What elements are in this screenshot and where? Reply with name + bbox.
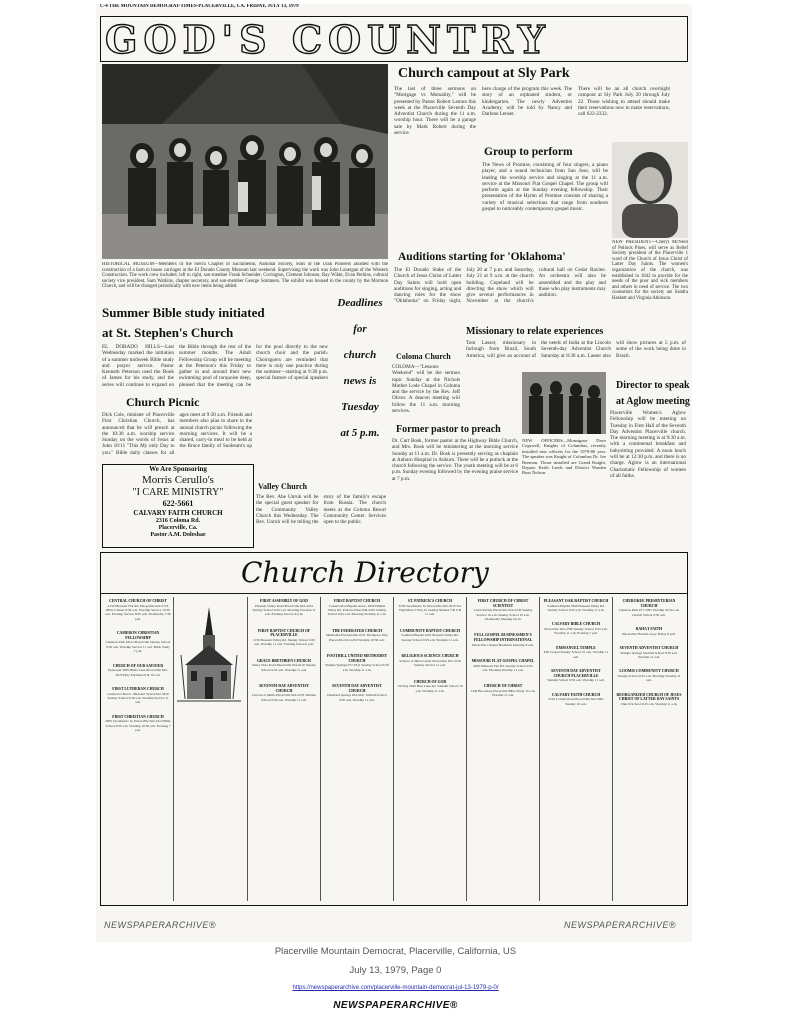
dir-entry-details: Pleasant Valley Road Placerville 622-4474 Sunday School 9:45 a.m. Morning Worship 11 a.m. Evening Service 6 p.m. bbox=[252, 603, 316, 617]
dir-divider bbox=[320, 597, 321, 901]
dir-entry-details: Placerville Fireside every Friday 8 p.m. bbox=[622, 631, 676, 636]
dir-entry-details: Lincoln at Smith Placerville 622-0233 Sabbath School 9:30 a.m. Worship 11 a.m. bbox=[252, 693, 316, 702]
coloma-body: COLOMA—"Lessons Weekend" will be the sermon topic Sunday at the Nichols Mother Lode Chapel in Coloma and the service by the Rev. Jeff Oliver. A deacon meeting will follow the 11 a.m. morning services. bbox=[392, 364, 460, 415]
ad-city: Placerville, Ca. bbox=[158, 525, 198, 531]
dir-entry-details: 4050 Missouri Flat Rd. Sunday School 9:45 a.m. Morning Worship 11 a.m. bbox=[473, 663, 533, 672]
dir-entry-name: CENTRAL CHURCH OF CHRIST bbox=[109, 599, 167, 603]
deadlines-l6: at 5 p.m. bbox=[340, 427, 380, 439]
dir-col4-entry bbox=[324, 629, 390, 642]
dir-entry-name: SEVENTH-DAY ADVENTIST CHURCH bbox=[258, 684, 310, 693]
dir-entry-details: Cameron Park Drive Placerville Sunday School 9:30 a.m. Worship Service 11 a.m. Bible Study 7 p.m. bbox=[105, 640, 171, 654]
ad-church: CALVARY FAITH CHURCH bbox=[133, 509, 223, 517]
source-url-link[interactable]: https://newspaperarchive.com/placerville-mountain-democrat-jul-13-1979-p-0/ bbox=[292, 985, 499, 991]
valley-church-body: The Rev. Abe Unruh will be the special guest speaker for the Community Valley Church this Wednesday. The Rev. Unruh will be telling the story of the family's escape from Russia. The church meets at the Coloma Resort Community Center. Services open to the public. bbox=[256, 494, 386, 526]
campout-col1: The last of three sermons on "Mortgage vs Mutuality," will be presented by Pastor Robert Lemon this week at the Placerville Seventh Day Adventist Church during the 11 a.m. worship hour. There will be a garage sale by Mark Robert during the service. bbox=[394, 86, 476, 137]
dir-col8-entry bbox=[616, 646, 682, 659]
ad-phone: 622-5661 bbox=[162, 499, 194, 508]
archive-logo-left: NEWSPAPERARCHIVE® bbox=[104, 920, 216, 930]
new-officers-caption: NEW OFFICERS—Monsignor Dave Cogswell, Knights of Columbus, recently installed new officers for the 1979-80 year. The speaker was Knight of Columbus Dr. Joe Beemon. Those installed are Grand Knight, Deputy Keith Leeds and District Warden Russ Nelson. bbox=[522, 438, 606, 476]
dir-col3-entry bbox=[251, 599, 317, 617]
directory-col6 bbox=[470, 599, 536, 899]
dir-col1-entry bbox=[105, 715, 171, 733]
directory-col5 bbox=[397, 599, 463, 899]
page-header-line: C-4 THE MOUNTAIN DEMOCRAT-TIMES-PLACERVILLE, CA. FRIDAY, JULY 13, 1979 bbox=[100, 4, 299, 9]
dir-divider bbox=[173, 597, 174, 901]
dir-entry-name: GRACE BRETHREN CHURCH bbox=[257, 658, 311, 663]
dir-entry-name: FIRST LUTHERAN CHURCH bbox=[112, 687, 164, 692]
church-illustration bbox=[177, 605, 241, 705]
deadlines-box bbox=[332, 290, 388, 464]
dir-entry-details: Cameron Park 677-1005 Worship 10:30 a.m. Church School 9:30 a.m. bbox=[618, 608, 680, 617]
former-pastor-headline: Former pastor to preach bbox=[396, 424, 501, 435]
new-president-photo bbox=[612, 142, 688, 238]
church-picnic-headline: Church Picnic bbox=[126, 395, 200, 409]
dir-col7-entry bbox=[543, 622, 609, 635]
dir-col5-entry bbox=[397, 654, 463, 667]
dir-col4-entry bbox=[324, 654, 390, 672]
dir-entry-name: CAMERON CHRISTIAN FELLOWSHIP bbox=[116, 631, 160, 640]
dir-col5-entry bbox=[397, 680, 463, 693]
summer-bible-headline-2: at St. Stephen's Church bbox=[102, 325, 234, 340]
dir-entry-details: Diamond Springs 622-0411 Sabbath School 9:30 a.m. Worship 11 a.m. bbox=[327, 693, 387, 702]
dir-entry-details: Southern Baptist 5560 Pleasant Valley Rd. Sunday School 9:45 a.m. Worship 11 a.m. bbox=[547, 603, 605, 612]
section-title-box bbox=[100, 16, 688, 62]
source-title: Placerville Mountain Democrat, Placerville, California, US bbox=[274, 946, 517, 957]
dir-entry-details: Lutheran Church - Missouri Synod 622-3450 Sunday School 9:30 a.m. Worship Service 11 a.m. bbox=[107, 691, 169, 705]
missionary-body: Tom Lasser, missionary in furlough from Brazil, South America, will give an account of the needs of India at the Lincoln Seventh-day Adventist Church Saturday at 8:30 a.m. Lasser also will show pictures at 5 p.m. of some of the work being done in Brazil. bbox=[466, 340, 686, 359]
perform-body: The News of Promise, consisting of four singers, a piano player, and a sound technician from San Jose, will be leading the worship service and singing at the 11 a.m. service at the Missouri Flat Gospel Chapel. The group will perform again at the Sunday evening fellowship. Their presentation of the Hymn of Promise consists of sharing a variety of musical selections that range from southern gospel to noticeably contemporary gospel music. bbox=[482, 162, 608, 213]
source-date: July 13, 1979, Page 0 bbox=[349, 965, 442, 976]
deadlines-l5: Tuesday bbox=[341, 401, 379, 413]
dir-col6-entry bbox=[470, 599, 536, 621]
dir-divider bbox=[539, 597, 540, 901]
dir-divider bbox=[247, 597, 248, 901]
campout-col3: There will be an all church overnight campout at Sly Park July 20 through July 22. Those wishing to attend should make their reservations now to make reservations, call 622-2332. bbox=[578, 86, 670, 118]
oklahoma-headline: Auditions starting for 'Oklahoma' bbox=[398, 251, 566, 263]
new-officers-photo bbox=[522, 372, 606, 434]
dir-entry-details: Shingle Springs 677-0311 Sunday School 9:30 a.m. Worship 11 a.m. bbox=[325, 663, 389, 672]
dir-entry-name: FULL GOSPEL BUSINESSMEN'S FELLOWSHIP INTERNATIONAL bbox=[473, 633, 533, 642]
dir-col6-entry bbox=[470, 633, 536, 647]
dir-entry-details: 1150 Pleasant Valley Rd. Sunday School 9:45 a.m. Worship 11 a.m. Training Union 6 p.m. bbox=[252, 638, 316, 647]
ad-pastor: Pastor A.M. Doleshae bbox=[150, 532, 206, 538]
dir-col7-entry bbox=[543, 599, 609, 612]
dir-entry-details: Placerville Chapter Breakfast Saturday 8 a.m. bbox=[471, 642, 535, 647]
dir-entry-name: CHURCH OF OUR SAVIOUR bbox=[112, 663, 164, 668]
portrait-image bbox=[612, 142, 688, 238]
dir-col6-entry bbox=[470, 684, 536, 697]
dir-entry-name: CHURCH OF GOD bbox=[413, 679, 447, 684]
dir-col3-entry bbox=[251, 629, 317, 647]
church-steeple-icon bbox=[177, 605, 241, 705]
dir-entry-name: FIRST BAPTIST CHURCH OF PLACERVILLE bbox=[257, 628, 311, 638]
dir-entry-details: Church School 9:45 a.m. Worship 11 a.m. bbox=[620, 702, 678, 706]
dir-entry-name: LOOMIS COMMUNITY CHURCH bbox=[619, 669, 679, 674]
summer-bible-body: EL DORADO HILLS—Last Wednesday marked the initiation of a summer midweek Bible study and prayer service. Pastor Kenneth Peterson used the Book of James for his study, and the series will continue to expand on the Bible through the rest of the summer months. The Adult Fellowship Group will be meeting at the Peterson's this Friday to gather in and around their new swimming pool of turquoise deep, pleased that the meeting can be for the pool directly to the new church choir and the parish. Choirsgoers are reminded that there is only one practice during the summer—starting at 9:30 p.m. special feature of special speakers bbox=[102, 344, 328, 388]
ad-box bbox=[102, 464, 254, 548]
dir-entry-name: THE FEDERATED CHURCH bbox=[332, 628, 382, 633]
deadlines-l2: for bbox=[353, 323, 367, 335]
dir-entry-name: CALVARY FAITH CHURCH bbox=[551, 692, 601, 697]
dir-col5-entry bbox=[397, 629, 463, 642]
museum-photo-image bbox=[102, 64, 388, 259]
dir-col5-entry bbox=[397, 599, 463, 617]
dir-col4-entry bbox=[324, 684, 390, 702]
dir-col3-entry bbox=[251, 659, 317, 672]
dir-entry-details: Sierra Vista Road Placerville 622-6110 Sunday School 9:45 a.m. Worship 11 a.m. bbox=[252, 663, 316, 672]
dir-entry-details: 7th Day 2620 Bass Lake Rd. Sabbath School 10 a.m. Worship 11 a.m. bbox=[397, 684, 463, 693]
church-directory-title: Church Directory bbox=[241, 556, 489, 589]
deadlines-l3: church bbox=[343, 349, 377, 361]
directory-col1 bbox=[105, 599, 171, 899]
dir-entry-name: RELIGIOUS SCIENCE CHURCH bbox=[401, 654, 459, 659]
perform-headline: Group to perform bbox=[484, 146, 573, 158]
dir-entry-name: COMMUNITY BAPTIST CHURCH bbox=[400, 628, 460, 633]
dir-entry-name: REORGANIZED CHURCH OF JESUS CHRIST OF LATTER DAY SAINTS bbox=[616, 692, 682, 702]
dir-entry-name: SEVENTH ADVENTIST CHURCH bbox=[619, 646, 679, 650]
dir-entry-details: Sabbath School 9:30 a.m. Worship 11 a.m. bbox=[547, 678, 605, 683]
dir-col1-entry bbox=[105, 631, 171, 653]
dir-entry-name: FIRST BAPTIST CHURCH bbox=[333, 599, 381, 603]
dir-col4-entry bbox=[324, 599, 390, 617]
dir-col8-entry bbox=[616, 627, 682, 636]
dir-col8-entry bbox=[616, 669, 682, 682]
dir-divider bbox=[612, 597, 613, 901]
ad-line3: "I CARE MINISTRY" bbox=[132, 487, 224, 498]
dir-entry-details: Cedar Ravine Placerville 622-6130 Sunday Service 10 a.m. Sunday School 10 a.m. Wednesday Meeting 8 p.m. bbox=[473, 608, 533, 621]
new-president-caption: NEW PRESIDENT—Cheryl McNeill of Pollock Pines, will serve as Relief Society president of the Placerville 1 ward of the Church of Jesus Christ of Latter Day Saints. The women's organization of the church, was established in 1842 to provide for the needs of the poor and sick members and others in need of service. The two counselors for the society are Sandra Haskett and Virginia Atkinson. bbox=[612, 240, 688, 301]
ad-line2: Morris Cerullo's bbox=[142, 474, 214, 486]
directory-title-rule bbox=[101, 593, 687, 594]
dir-entry-name: FIRST CHRISTIAN CHURCH bbox=[112, 714, 164, 719]
aglow-body: Placerville Women's Aglow Fellowship will be meeting on Tuesday in First Hall of the Seventh Day Adventist Placerville church. The morning meeting is at 9:30 a.m. with a continental breakfast and babysitting provided. A noon lunch will be at 12:30 p.m. and there is no charge. Aglow is an international Charismatic Fellowship of women of all faiths. bbox=[610, 410, 686, 479]
dir-col1-entry bbox=[105, 687, 171, 705]
dir-divider bbox=[393, 597, 394, 901]
summer-bible-headline-1: Summer Bible study initiated bbox=[102, 305, 265, 320]
ad-address: 2316 Coloma Rd. bbox=[155, 518, 201, 524]
dir-entry-details: Southern Baptist 4101 Pleasant Valley Rd. Sunday School 9:45 a.m. Worship 11 a.m. bbox=[401, 633, 459, 642]
aglow-headline-2: at Aglow meeting bbox=[616, 396, 690, 407]
dir-col1-entry bbox=[105, 599, 171, 621]
coloma-headline: Coloma Church bbox=[396, 352, 451, 361]
dir-col7-entry bbox=[543, 646, 609, 659]
dir-entry-name: FIRST CHURCH OF CHRIST SCIENTIST bbox=[477, 599, 529, 608]
museum-photo-caption: HISTORICAL MUSEUM—Members of the Sierra Chapter of Sacramento, National Society, Sons of the Utah Pioneers assisted with the construction of a barn to house carriages at the El Dorado County Museum last weekend. Supervising the work was John Lonergan of the Western Construction. The work crew included, left to right, son-member Frank Schneider, Covington, Clement Johnson, Ray Wilde, Evan Perkins, cultural society vice president, Sam Watkins, chapter secretary, and son-member George Sommers. The exhibit was housed in the county by the Mormon Church, and will be changed periodically with new items being added. bbox=[102, 262, 388, 290]
directory-col3 bbox=[251, 599, 317, 899]
officers-image bbox=[522, 372, 606, 434]
dir-entry-details: Methodist-Presbyterian 1031 Thompson Way Placerville 622-1450 Worship 10:30 a.m. bbox=[326, 633, 388, 642]
ad-line1: We Are Sponsoring bbox=[149, 465, 207, 473]
church-directory-frame bbox=[100, 552, 688, 906]
dir-entry-details: Full Gospel Sunday School 10 a.m. Worship 11 a.m. bbox=[543, 650, 609, 659]
museum-photo bbox=[102, 64, 388, 259]
dir-divider bbox=[466, 597, 467, 901]
newspaperarchive-logo: NEWSPAPERARCHIVE® bbox=[333, 1000, 458, 1011]
newspaper-page bbox=[96, 4, 692, 942]
directory-col8 bbox=[616, 599, 682, 899]
dir-entry-name: BAHA'I FAITH bbox=[635, 627, 663, 631]
dir-col8-entry bbox=[616, 599, 682, 617]
dir-entry-name: CALVARY BIBLE CHURCH bbox=[551, 622, 601, 627]
dir-col6-entry bbox=[470, 659, 536, 672]
deadlines-l4: news is bbox=[343, 375, 377, 387]
dir-col7-entry bbox=[543, 669, 609, 683]
dir-entry-name: SEVENTH DAY ADVENTIST CHURCH bbox=[332, 684, 382, 693]
dir-entry-name: MISSOURI FLAT GOSPEL CHAPEL bbox=[471, 659, 535, 663]
dir-entry-name: FOOTHILL UNITED METHODIST CHURCH bbox=[326, 654, 388, 663]
dir-entry-name: CHEROKEE PRESBYTERIAN CHURCH bbox=[622, 599, 676, 608]
dir-entry-name: PLEASANT OAK BAPTIST CHURCH bbox=[543, 599, 609, 603]
dir-entry-name: SEVENTH DAY ADVENTIST CHURCH PLACERVILLE bbox=[551, 669, 601, 678]
dir-entry-name: CHURCH OF CHRIST bbox=[483, 684, 523, 689]
dir-col3-entry bbox=[251, 684, 317, 702]
directory-col7 bbox=[543, 599, 609, 899]
campout-headline: Church campout at Sly Park bbox=[398, 66, 570, 81]
dir-entry-details: Science of Mind Center Placerville 622-3319 Sunday Service 11 a.m. bbox=[399, 658, 461, 668]
valley-church-headline: Valley Church bbox=[258, 482, 308, 491]
dir-entry-details: Episcopal 3095 Blairs Lane Placerville 622-4070 Holy Eucharist 8 & 10 a.m. bbox=[108, 668, 168, 677]
dir-entry-details: 2005 Sacramento St. Placerville 622-2414 Bible School 9:30 a.m. Worship 10:30 a.m. Evening 7 p.m. bbox=[105, 719, 171, 733]
dir-entry-details: 1340 Broadway Placerville Bible Study 10 a.m. Worship 11 a.m. bbox=[470, 689, 536, 698]
section-title: GOD'S COUNTRY bbox=[105, 17, 551, 62]
dir-entry-name: FIRST ASSEMBLY OF GOD bbox=[260, 599, 308, 603]
dir-col8-entry bbox=[616, 693, 682, 707]
archive-logo-right: NEWSPAPERARCHIVE® bbox=[564, 920, 676, 930]
dir-entry-details: Shingle Springs Sabbath School 9:30 a.m. Worship 11 a.m. bbox=[620, 650, 678, 659]
missionary-headline: Missionary to relate experiences bbox=[466, 326, 604, 337]
dir-entry-details: 2150 Missouri Flat Rd. Placerville 622-5716 Bible Classes 9:30 a.m. Worship Service 10:30 a.m. Evening Service 6:00 p.m. Wednesday 7:30 p.m. bbox=[105, 603, 171, 621]
directory-col4 bbox=[324, 599, 390, 899]
dir-col1-entry bbox=[105, 664, 171, 677]
oklahoma-body: The El Dorado Stake of the Church of Jesus Christ of Latter Day Saints will hold open auditions for singing, acting and dancing roles for the show "Oklahoma" on Friday night, July 20 at 7 p.m. and Saturday, July 21 at 9 a.m. at the church building. Copeland will be directing the show which will give several performances in November at the church's cultural hall on Cedar Ravine. An orchestra will also be assembled and the play and those who play instruments may audition. bbox=[394, 267, 606, 305]
dir-entry-details: 3109 Sacramento St. Placerville 622-4015 Sat. Vigil Mass 5:30 p.m. Sunday Masses 7 & 9 & 11 a.m. bbox=[398, 603, 462, 617]
dir-entry-details: Conservative Baptist Assoc. 2835 Hidden Valley Rd. Pollock Pines 644-2291 Sunday School 9:45 a.m. Morning Worship 11 a.m. bbox=[327, 603, 387, 617]
campout-col2: here charge of the program this week. The story of an orphaned student, or kindergarten. The newly Adventist Academy, will be told by Nancy and Darlene Lenser. bbox=[482, 86, 572, 118]
dir-entry-details: 2316 Coloma Road Placerville 622-5661 Sunday 10 a.m. bbox=[548, 697, 604, 706]
dir-col7-entry bbox=[543, 693, 609, 706]
dir-entry-details: Sunday School 9:45 a.m. Morning Worship 11 a.m. bbox=[617, 674, 681, 683]
dir-entry-name: EMMANUEL TEMPLE bbox=[556, 645, 596, 650]
aglow-headline-1: Director to speak bbox=[616, 380, 690, 391]
dir-entry-name: ST. PATRICK'S CHURCH bbox=[407, 599, 453, 603]
former-pastor-body: Dr. Curt Bosk, former pastor at the Highway Bible Church, and Mrs. Bosk will be ministering at the morning service Sunday at 11 a.m. Dr. Bosk is presently serving as chaplain at Auburn Hospital in Auburn. There will be a potluck at the church following the service. The youth meeting will be at 6 p.m. Sunday evening followed by the evening praise service at 7 p.m. bbox=[392, 438, 518, 482]
deadlines-l1: Deadlines bbox=[337, 297, 383, 309]
dir-entry-details: Placerville 622-2790 Sunday School 9:45 a.m. Worship 11 a.m. Evening 7 p.m. bbox=[544, 627, 608, 636]
church-picnic-body: Dick Cole, minister of Placerville First Christian Church, has announced that he will preach at the 10:30 a.m. worship service Sunday on the words of Jesus at John 10:11 "This My only Day to you." Bible daily classes for all ages meet at 9:30 a.m. Friends and members also plan to share in the annual church picnic following the morning services. It will be a shared, carry-in meal to be held at the Bruce family of Sunbeam's up bbox=[102, 412, 252, 456]
